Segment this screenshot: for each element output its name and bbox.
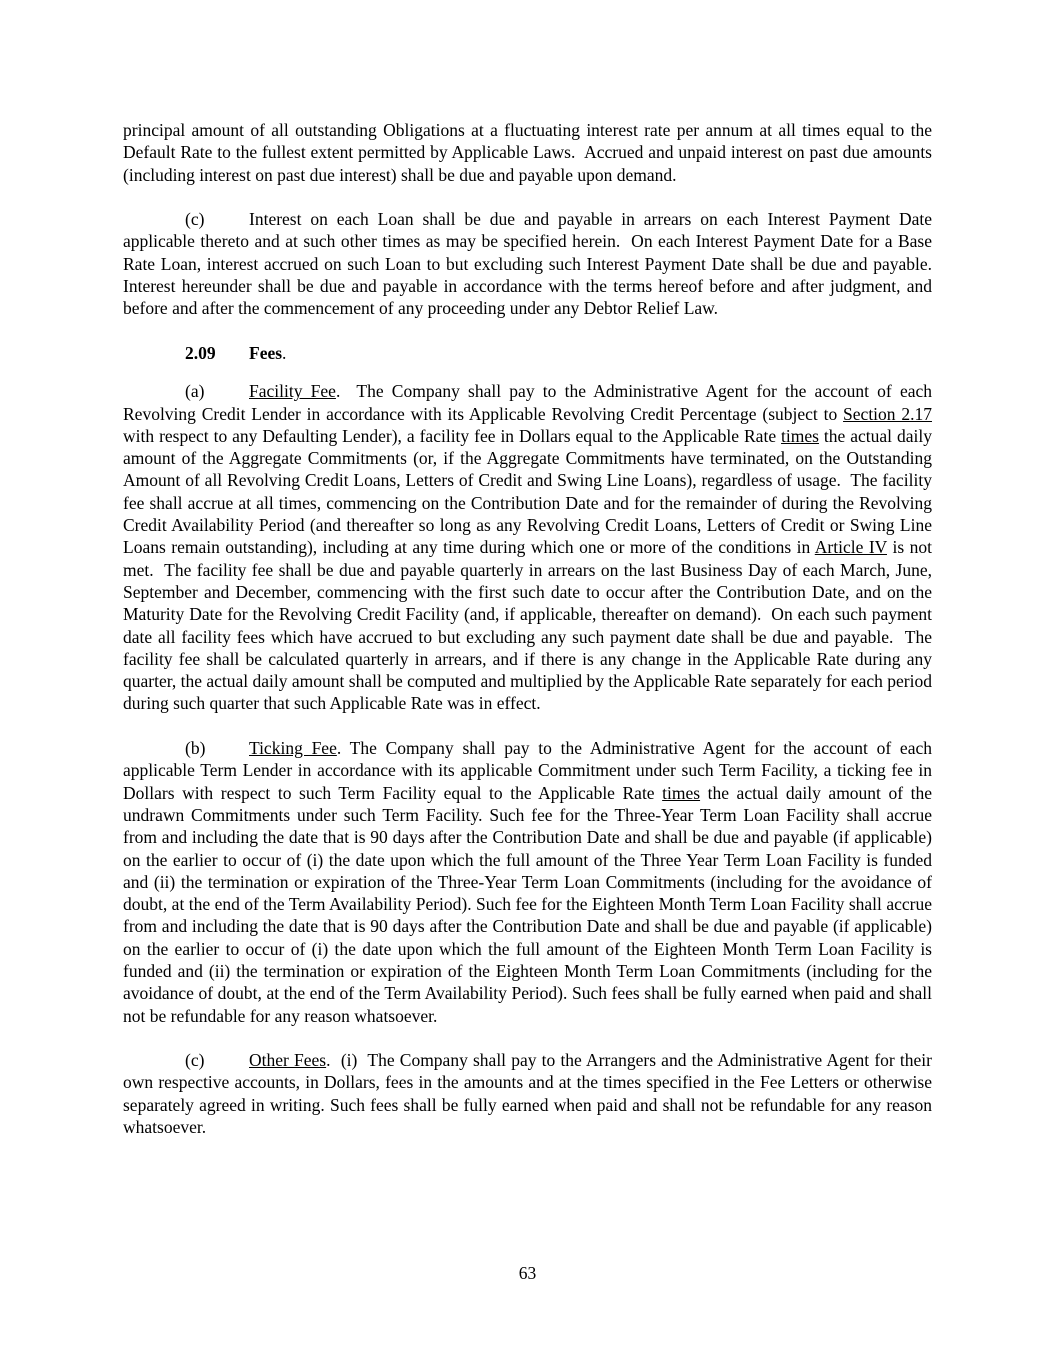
text-segment: Interest on each Loan shall be due and payable in arrears on each Interest Payment Date applicable thereto and at such other times as may be specified herein. On each Interest Payment Date for a Base Rate Loan, interest accrued on such Loan to but excluding such Interest Payment Date shall be due and payable. Interest hereunder shall be due and payable in accordance with the terms hereof before and after judgment, and before and after the commencement of any proceeding under any Debtor Relief Law.	[123, 209, 941, 319]
section-title: Fees	[249, 342, 283, 363]
paragraph-interest-c	[123, 208, 941, 319]
text-segment: is not met. The facility fee shall be due and payable quarterly in arrears on the last Business Day of each March, June, September and December, commencing with the first such date to occur after the Contribution Date, and on the Maturity Date for the Revolving Credit Facility (and, if applicable, thereafter on demand). On each such payment date all facility fees which have accrued to but excluding any such payment date shall be due and payable. The facility fee shall be calculated quarterly in arrears, and if there is any change in the Applicable Rate during any quarter, the actual daily amount shall be computed and multiplied by the Applicable Rate separately for each period during such quarter that such Applicable Rate was in effect.	[123, 537, 937, 714]
text-segment: . The Company shall pay to the Administrative Agent for the account of each applicable Term Lender in accordance with its applicable Commitment under such Term Facility, a ticking fee in Dollars with respect to such Term Facility equal to the Applicable Rate	[123, 738, 937, 803]
section-heading-fees	[123, 342, 932, 364]
paragraph-label: (a)	[185, 381, 205, 402]
page-number: 63	[518, 1263, 537, 1283]
text-segment: the actual daily amount of the Aggregate Commitments (or, if the Aggregate Commitments have terminated, on the Outstanding Amount of all Revolving Credit Loans, Letters of Credit and Swing Line Loans), regardless of usage. The facility fee shall accrue at all times, commencing on the Contribution Date and for the remainder of during the Revolving Credit Availability Period (and thereafter so long as any Revolving Credit Loans, Letters of Credit or Swing Line Loans remain outstanding), including at any time during which one or more of the conditions in	[123, 425, 937, 558]
text-segment: the actual daily amount of the undrawn Commitments under such Term Facility. Such fee for the Three-Year Term Loan Facility shall accrue from and including the date that is 90 days after the Contribution Date and shall be due and payable (if applicable) on the earlier to occur of (i) the date upon which the full amount of the Three Year Term Loan Facility is funded and (ii) the termination or expiration of the Three-Year Term Loan Commitments (including for the avoidance of doubt, at the end of the Term Availability Period). Such fee for the Eighteen Month Term Loan Facility shall accrue from and including the date that is 90 days after the Contribution Date and shall be due and payable (if applicable) on the earlier to occur of (i) the date upon which the full amount of the Eighteen Month Term Loan Facility is funded and (ii) the termination or expiration of the Eighteen Month Term Loan Commitments (including for the avoidance of doubt, at the end of the Term Availability Period). Such fees shall be fully earned when paid and shall not be refundable for any reason whatsoever.	[123, 782, 937, 1026]
section-title-period: .	[282, 342, 287, 363]
paragraph-label: (c)	[185, 1050, 205, 1071]
underlined-cross-reference: Article IV	[814, 537, 887, 558]
text-segment: . (i) The Company shall pay to the Arrangers and the Administrative Agent for their own respective accounts, in Dollars, fees in the amounts and at the times specified in the Fee Letters or otherwise separately agreed in writing. Such fees shall be fully earned when paid and shall not be refundable for any reason whatsoever.	[123, 1050, 937, 1138]
underlined-term: times	[662, 782, 701, 803]
text-segment: principal amount of all outstanding Obligations at a fluctuating interest rate per annum at all times equal to the Default Rate to the fullest extent permitted by Applicable Laws. Accrued and unpaid interest on past due amounts (including interest on past due interest) shall be due and payable upon demand.	[123, 120, 937, 185]
paragraph-continuation	[123, 119, 937, 186]
paragraph-other-fees	[123, 1049, 937, 1138]
section-number: 2.09	[185, 342, 216, 363]
document-body	[123, 119, 941, 1161]
paragraph-ticking-fee	[123, 737, 937, 1027]
paragraph-label: (c)	[185, 209, 205, 230]
underlined-term: Other Fees	[249, 1050, 327, 1071]
text-segment: with respect to any Defaulting Lender), a facility fee in Dollars equal to the Applicable Rate	[123, 403, 937, 446]
paragraph-facility-fee	[123, 380, 937, 714]
underlined-term: Facility Fee	[249, 381, 336, 402]
paragraph-label: (b)	[185, 738, 206, 759]
text-segment: . The Company shall pay to the Administrative Agent for the account of each Revolving Credit Lender in accordance with its Applicable Revolving Credit Percentage (subject to	[123, 381, 937, 424]
underlined-cross-reference: Section 2.17	[843, 403, 932, 424]
underlined-term: times	[781, 425, 819, 446]
underlined-term: Ticking Fee	[249, 738, 337, 759]
